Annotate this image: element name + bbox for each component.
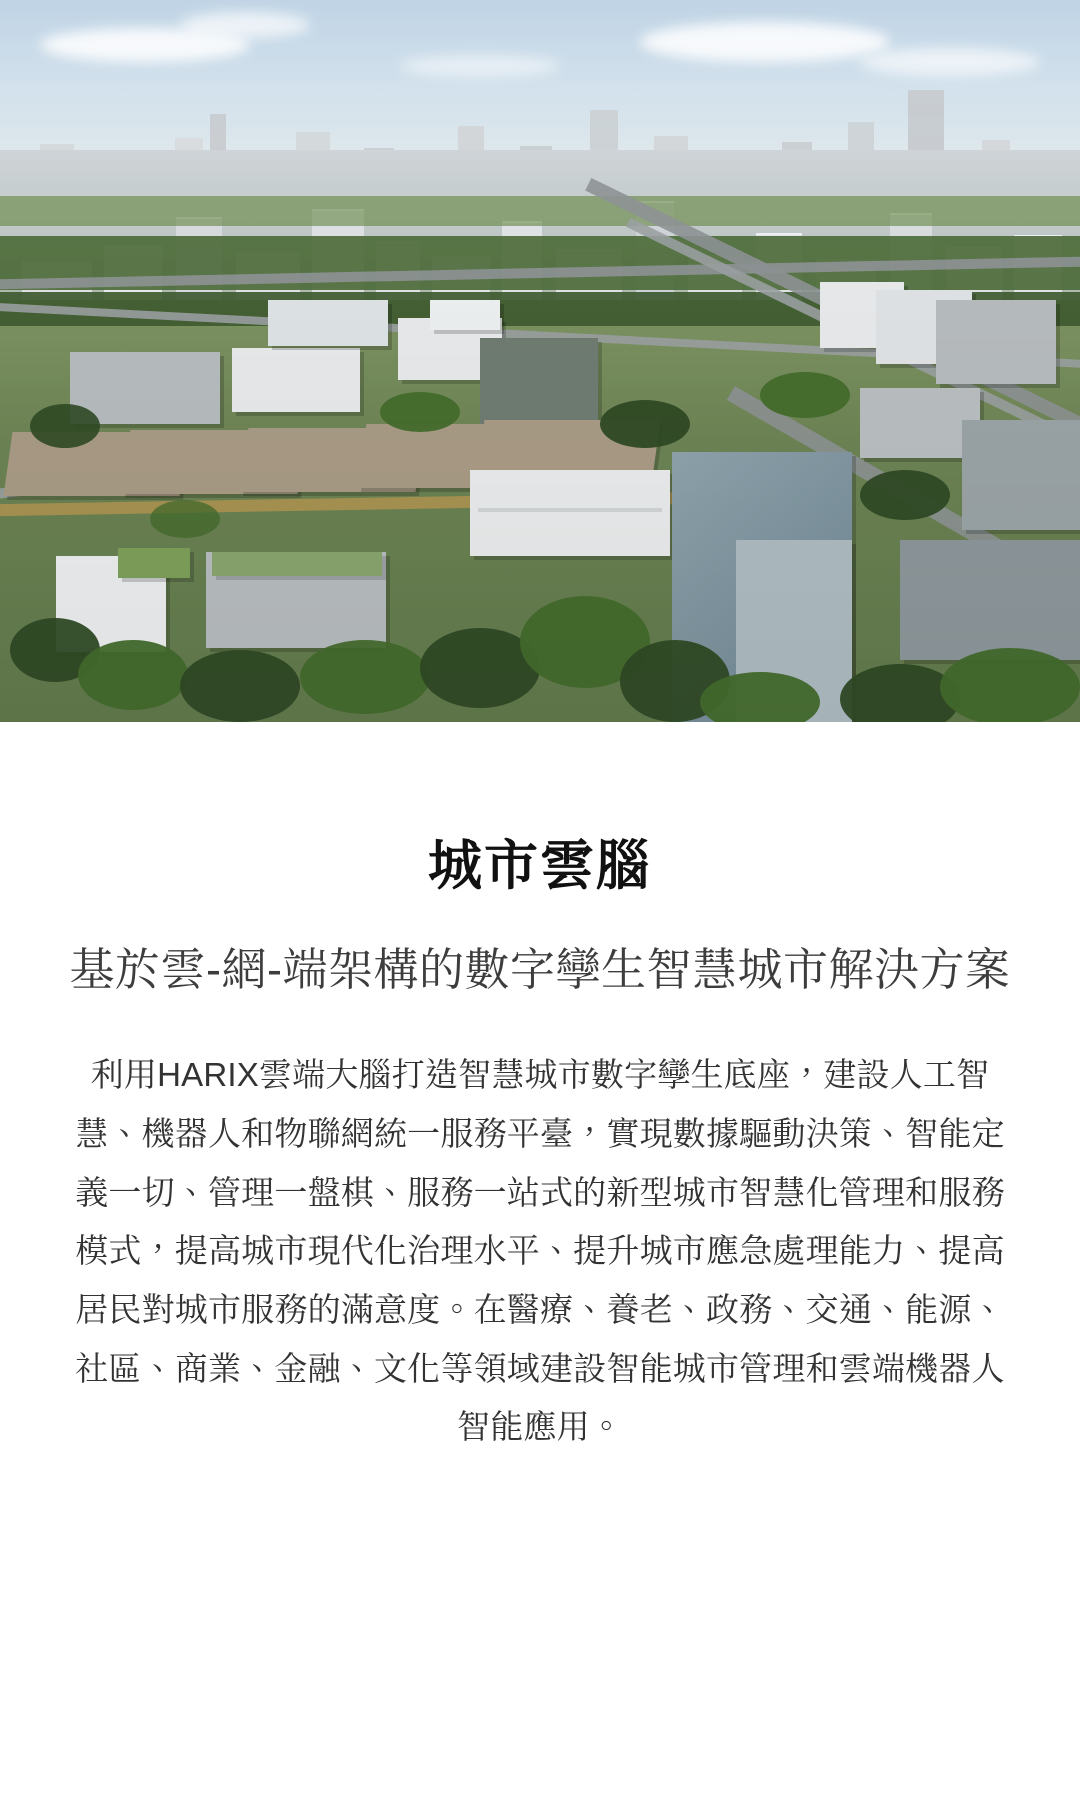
- cloud-shape: [180, 12, 310, 38]
- tree-cluster: [300, 640, 430, 714]
- building-block: [936, 300, 1056, 384]
- green-belt: [0, 196, 1080, 226]
- page-subtitle: 基於雲-網-端架構的數字孿生智慧城市解決方案: [69, 943, 1011, 995]
- building-block: [232, 348, 360, 412]
- page-title: 城市雲腦: [428, 836, 652, 896]
- hero-image: [0, 0, 1080, 722]
- roof-seam: [478, 508, 662, 512]
- tree-cluster: [30, 404, 100, 448]
- body-paragraph: 利用HARIX雲端大腦打造智慧城市數字孿生底座，建設人工智慧、機器人和物聯網統一服務平臺，實現數據驅動決策、智能定義一切、管理一盤棋、服務一站式的新型城市智慧化管理和服務模式，提高城市現代化治理水平、提升城市應急處理能力、提高居民對城市服務的滿意度。在醫療、養老、政務、交通、能源、社區、商業、金融、文化等領域建設智能城市管理和雲端機器人智能應用。: [75, 1056, 1005, 1446]
- green-roof: [118, 548, 190, 578]
- cloud-shape: [640, 22, 890, 62]
- large-hall-block: [470, 470, 670, 556]
- article-content: [0, 722, 1080, 1457]
- tree-cluster: [940, 648, 1080, 722]
- tree-cluster: [78, 640, 188, 710]
- building-block: [962, 420, 1080, 530]
- green-roof: [212, 552, 382, 576]
- tree-cluster: [180, 650, 300, 722]
- tree-cluster: [380, 392, 460, 432]
- building-block: [900, 540, 1080, 660]
- tree-cluster: [760, 372, 850, 418]
- tree-cluster: [860, 470, 950, 520]
- building-block: [430, 300, 500, 330]
- tree-cluster: [150, 500, 220, 538]
- tree-cluster: [600, 400, 690, 448]
- building-block: [268, 300, 388, 346]
